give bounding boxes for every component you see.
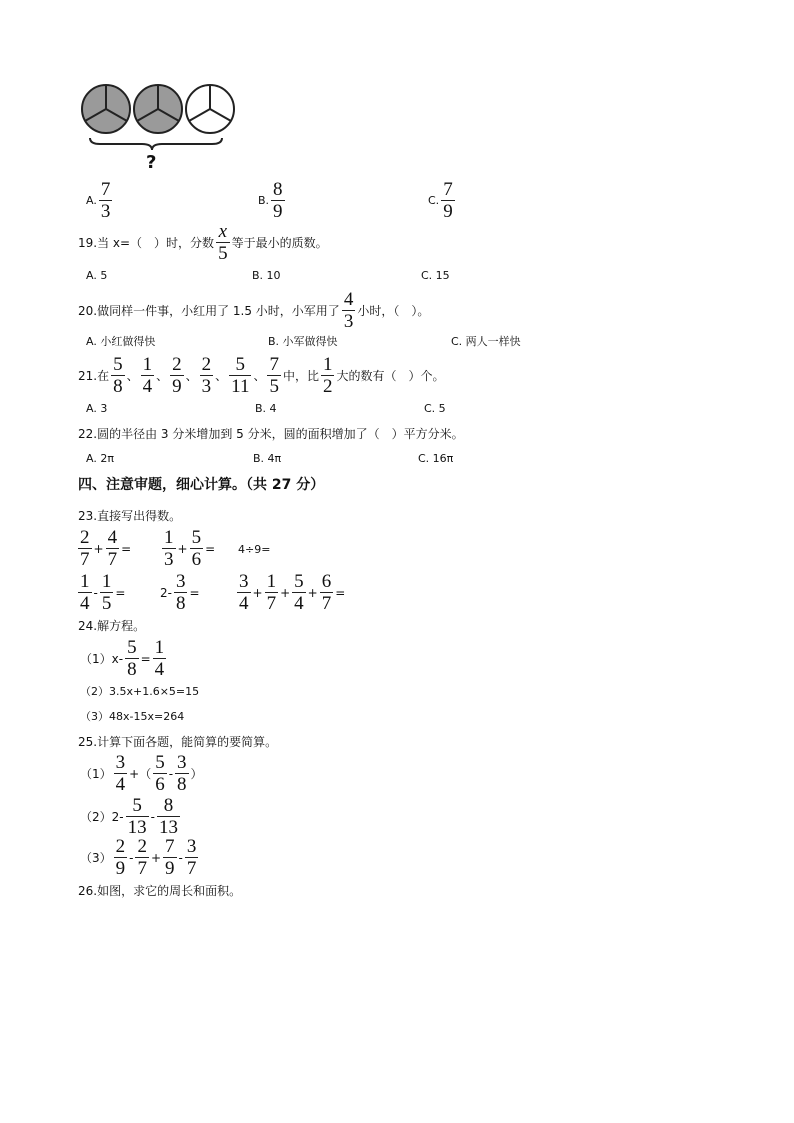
q23-item-6: $\frac{3}{4}$ + $\frac{1}{7}$ + $\frac{5}{4}$ + $\frac{6}{7}$ = — [239, 571, 346, 614]
circle-2-shaded — [134, 85, 182, 133]
brace — [90, 138, 222, 150]
q23-item-5: 2- $\frac{3}{8}$ = — [160, 571, 200, 614]
q25-calc-3: （3） $\frac{2}{9}$ - $\frac{2}{7}$ + $\frac{7}{9}$ - $\frac{3}{7}$ — [80, 836, 197, 879]
q21-option-b[interactable]: B. 4 — [255, 402, 277, 415]
fraction: $\frac{2}{9}$ — [172, 354, 182, 397]
fraction: $\frac{5}{11}$ — [231, 354, 250, 397]
fraction-circles-figure — [80, 82, 240, 174]
q22-option-b[interactable]: B. 4π — [253, 452, 282, 465]
q20-option-a[interactable]: A. 小红做得快 — [86, 335, 156, 348]
q23-item-2: $\frac{1}{3}$ + $\frac{5}{6}$ = — [164, 527, 216, 570]
q18-option-b[interactable]: B. $\frac{8}{9}$ — [258, 179, 283, 222]
q24-title: 24.解方程。 — [78, 619, 146, 633]
q23-title: 23.直接写出得数。 — [78, 509, 182, 523]
q25-calc-2: （2）2- $\frac{5}{13}$ - $\frac{8}{13}$ — [80, 795, 178, 838]
q24-equation-3: （3）48x-15x=264 — [80, 710, 185, 723]
q26-title: 26.如图，求它的周长和面积。 — [78, 884, 242, 898]
q18-option-a[interactable]: A. $\frac{7}{3}$ — [86, 179, 111, 222]
fraction: $\frac{8}{9}$ — [273, 179, 283, 222]
q21-option-c[interactable]: C. 5 — [424, 402, 446, 415]
q22-option-c[interactable]: C. 16π — [418, 452, 454, 465]
q21-option-a[interactable]: A. 3 — [86, 402, 108, 415]
fraction: $\frac{5}{8}$ — [113, 354, 123, 397]
q22-option-a[interactable]: A. 2π — [86, 452, 114, 465]
q18-option-c[interactable]: C. $\frac{7}{9}$ — [428, 179, 453, 222]
q25-title: 25.计算下面各题，能简算的要简算。 — [78, 735, 278, 749]
q22-question: 22.圆的半径由 3 分米增加到 5 分米，圆的面积增加了（ ）平方分米。 — [78, 427, 464, 441]
q23-item-4: $\frac{1}{4}$ - $\frac{1}{5}$ = — [80, 571, 126, 614]
fraction: $\frac{4}{3}$ — [343, 289, 354, 332]
circle-1-shaded — [82, 85, 130, 133]
fraction: $\frac{1}{2}$ — [322, 354, 333, 397]
q24-equation-1: （1）x- $\frac{5}{8}$ = $\frac{1}{4}$ — [80, 637, 165, 680]
q19-question: 19.当 x=（ ）时，分数 $\frac{x}{5}$ 等于最小的质数。 — [78, 221, 328, 264]
q20-option-b[interactable]: B. 小军做得快 — [268, 335, 338, 348]
circle-3-partial — [186, 85, 234, 133]
q24-equation-2: （2）3.5x+1.6×5=15 — [80, 685, 200, 698]
q19-option-b[interactable]: B. 10 — [252, 269, 281, 282]
q19-option-c[interactable]: C. 15 — [421, 269, 450, 282]
fraction: $\frac{x}{5}$ — [218, 221, 228, 264]
figure-question-mark: ? — [146, 152, 157, 173]
q20-option-c[interactable]: C. 两人一样快 — [451, 335, 521, 348]
q20-question: 20.做同样一件事，小红用了 1.5 小时，小军用了 $\frac{4}{3}$ 小时，（ ）。 — [78, 289, 430, 332]
fraction: $\frac{2}{3}$ — [201, 354, 212, 397]
fraction: $\frac{7}{5}$ — [269, 354, 279, 397]
q25-calc-1: （1） $\frac{3}{4}$ +（ $\frac{5}{6}$ - $\frac{3}{8}$ ） — [80, 752, 203, 795]
section-heading: 四、注意审题，细心计算。（共 27 分） — [78, 477, 325, 493]
fraction: $\frac{1}{4}$ — [142, 354, 153, 397]
fraction: $\frac{7}{3}$ — [100, 179, 111, 222]
q19-option-a[interactable]: A. 5 — [86, 269, 108, 282]
q23-item-1: $\frac{2}{7}$ + $\frac{4}{7}$ = — [80, 527, 132, 570]
q23-item-3: 4÷9= — [238, 543, 271, 556]
fraction: $\frac{7}{9}$ — [443, 179, 453, 222]
q21-question: 21.在 $\frac{5}{8}$ 、 $\frac{1}{4}$ 、 $\frac{2}{9}$ 、 $\frac{2}{3}$ 、 $\frac{5}{11}$ 、 $\frac{7}{5}$ 中，比 $\frac{1}{2}$ 大的数有（ ）个。 — [78, 354, 445, 397]
